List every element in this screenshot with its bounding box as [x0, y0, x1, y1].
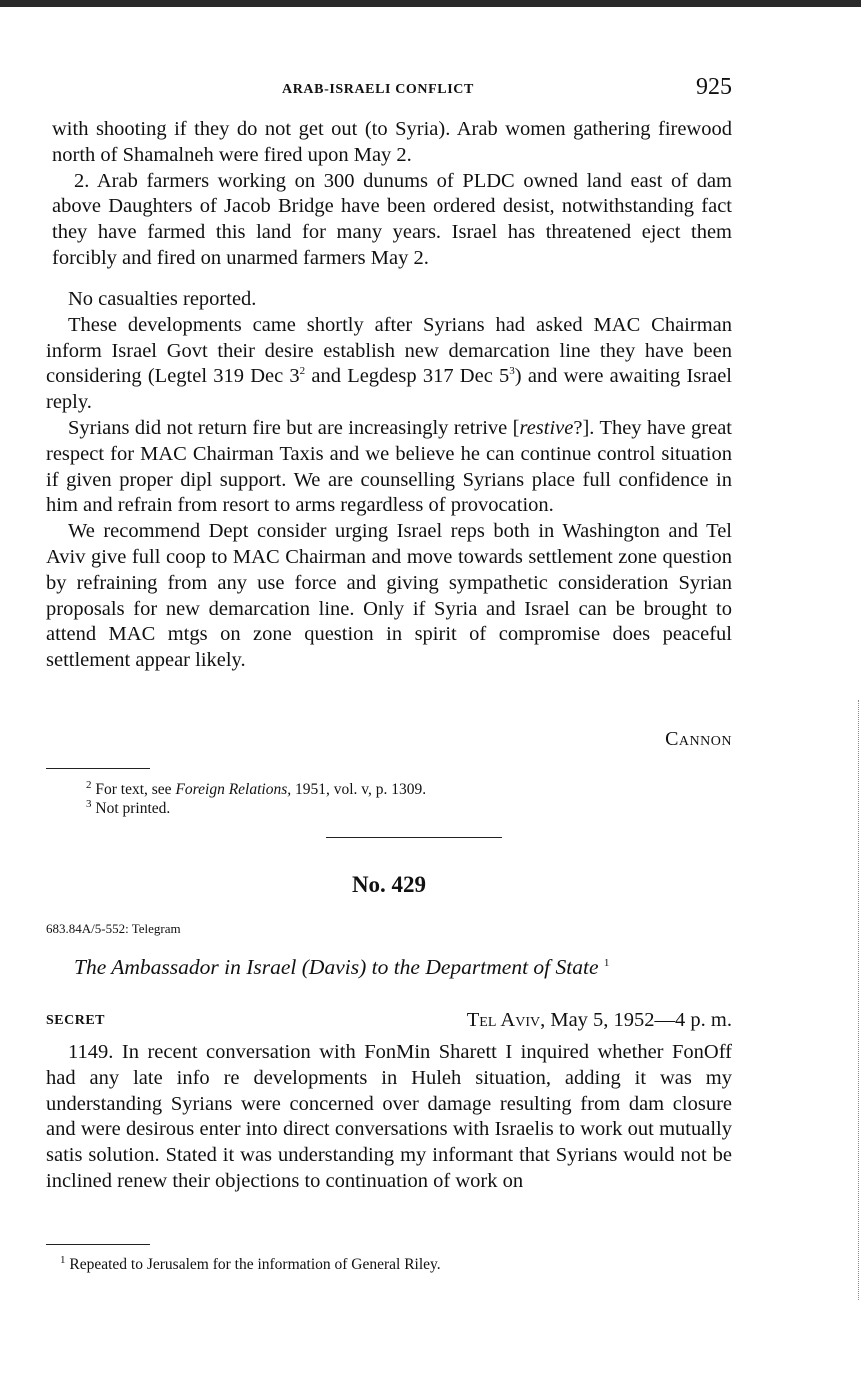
section-divider [326, 837, 502, 838]
signature: Cannon [665, 728, 732, 750]
telegram-body [46, 1040, 732, 1195]
footnote-text: Not printed. [95, 800, 171, 817]
text-run: ) and were awaiting Israel reply. [46, 365, 732, 414]
page-edge-marks [857, 700, 859, 1300]
page-header [46, 74, 732, 104]
footnote-rule [46, 768, 150, 769]
text-run: These developments came shortly after Syrians had asked MAC Chairman inform Israel Govt their desire establish new demarcation line they have been considering (Legtel 319 Dec 3 [46, 313, 732, 388]
continued-text [52, 117, 732, 272]
paragraph: with shooting if they do not get out (to Syria). Arab women gathering firewood north of Shamalneh were fired upon May 2. [52, 118, 732, 166]
italic-text: restive [519, 416, 574, 439]
text-run: ?]. They have great respect for MAC Chairman Taxis and we believe he can continue control situation if given proper dipl support. We are counselling Syrians place full confidence in him and refrain from resort to arms regardless of provocation. [46, 416, 732, 517]
italic-text: Foreign Relations, [175, 781, 292, 798]
paragraph [46, 313, 732, 416]
paragraph: We recommend Dept consider urging Israel reps both in Washington and Tel Aviv give full coop to MAC Chairman and move towards settlement zone question by refraining from any use force and giving sympathetic consideration Syrian proposals for new demarcation line. Only if Syria and Israel can be brought to attend MAC mtgs on zone question in spirit of compromise does peaceful settlement appear likely. [46, 520, 732, 672]
text-run: and Legdesp 317 Dec 5 [305, 365, 510, 388]
dateline [467, 1009, 732, 1032]
paragraph: 2. Arab farmers working on 300 dunums of PLDC owned land east of dam above Daughters of Jacob Bridge have been ordered desist, notwithstanding fact they have farmed this land for many years. Israel has threatened eject them forcibly and fired on unarmed farmers May 2. [52, 169, 732, 269]
footnote-ref: 1 [603, 956, 610, 969]
footnote-text: 1951, vol. v, p. 1309. [291, 781, 427, 798]
title-text: The Ambassador in Israel (Davis) to the Department of State [74, 955, 599, 979]
dateline-date: May 5, 1952—4 p. m. [545, 1009, 732, 1031]
page-number: 925 [696, 74, 732, 100]
file-reference: 683.84A/5-552: Telegram [46, 921, 181, 936]
footnote [60, 1255, 441, 1274]
footnote-mark: 3 [86, 797, 92, 810]
main-text [46, 287, 732, 674]
footnote-mark: 2 [86, 778, 92, 791]
footnote-ref: 2 [299, 365, 306, 378]
classification: SECRET [46, 1013, 106, 1028]
document-number: No. 429 [351, 872, 427, 897]
document-title [74, 955, 609, 980]
footnotes [86, 780, 426, 818]
text-run: Syrians did not return fire but are increasingly retrive [ [68, 416, 520, 439]
footnote-rule [46, 1244, 150, 1245]
footnote-text: Repeated to Jerusalem for the information of General Riley. [69, 1256, 441, 1273]
paragraph: No casualties reported. [68, 288, 257, 310]
footnote [86, 799, 426, 818]
top-border [0, 0, 861, 7]
footnote-text: For text, see [95, 781, 176, 798]
running-head: ARAB-ISRAELI CONFLICT [282, 82, 474, 97]
paragraph [46, 416, 732, 519]
footnote [86, 780, 426, 799]
footnote-ref: 3 [509, 365, 515, 378]
paragraph: 1149. In recent conversation with FonMin Sharett I inquired whether FonOff had any late info re developments in Huleh situation, adding it was my understanding Syrians were concerned over damage resulting from dam closure and were desirous enter into direct conversations with Israelis to work out mutually satis solution. Stated it was understanding my informant that Syrians would not be inclined renew their objections to continuation of work on [46, 1041, 732, 1192]
footnote-mark: 1 [60, 1253, 66, 1266]
dateline-place: Tel Aviv, [466, 1009, 546, 1031]
